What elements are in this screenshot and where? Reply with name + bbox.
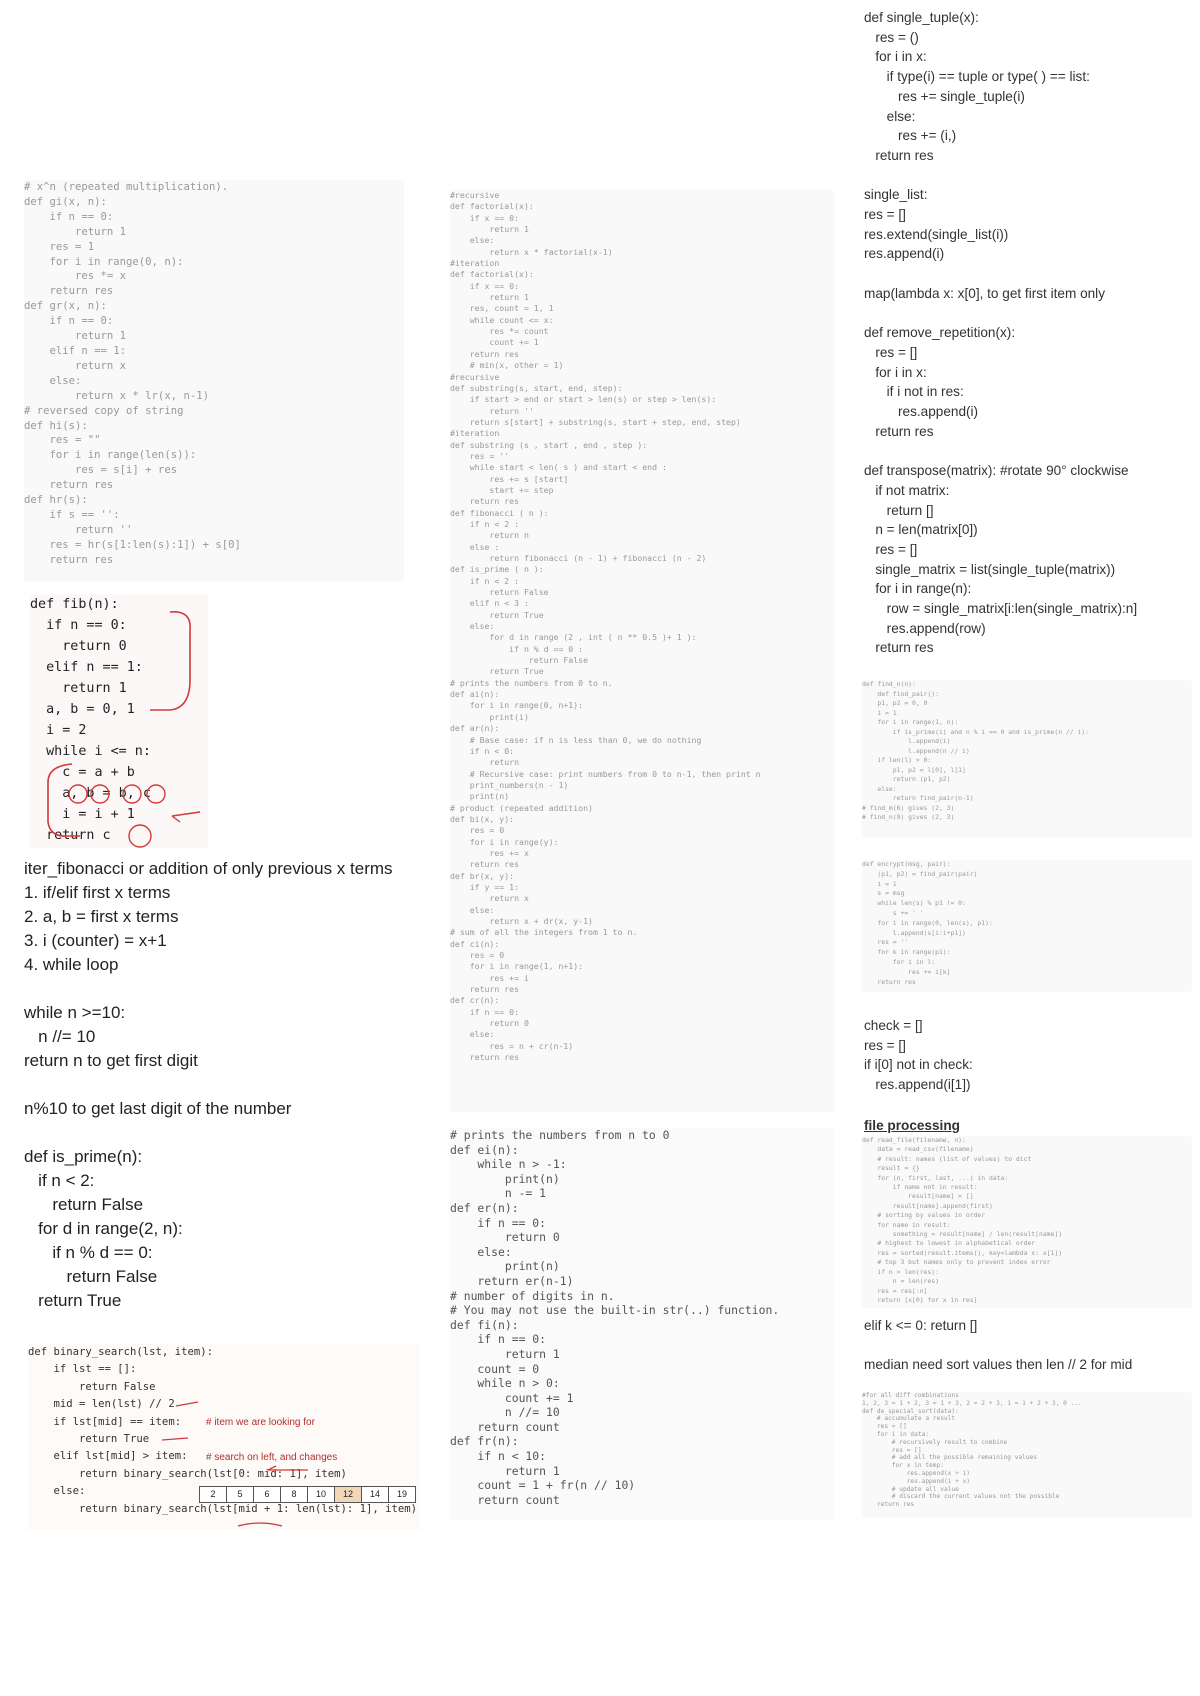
text-line: if y == 1: <box>450 881 520 892</box>
text-line <box>24 1121 404 1145</box>
text-line: return res <box>862 1501 915 1509</box>
text-line: return '' <box>24 523 133 536</box>
text-line: return fibonacci (n - 1) + fibonacci (n - 2) <box>450 553 707 563</box>
text-line: for k in range(p1): <box>862 948 951 957</box>
text-line: res += x <box>450 847 529 858</box>
text-line: def hr(s): <box>24 494 88 507</box>
text-line: res = sorted(result.items(), key=lambda x: x[1]) <box>862 1248 1063 1257</box>
array-cell: 12 <box>334 1486 362 1503</box>
text-line: for i in l: <box>862 957 936 966</box>
text-line: row = single_matrix[i:len(single_matrix):n] <box>864 601 1138 617</box>
text-line: if x == 0: <box>450 212 520 223</box>
text-line: return binary_search(lst[0: mid: 1], item) <box>28 1467 347 1480</box>
text-line: count = 1 + fr(n // 10) <box>450 1478 636 1493</box>
text-line: i = 1 <box>862 708 897 717</box>
text-line: return 0 <box>450 1018 529 1029</box>
text-line: n = len(res) <box>862 1277 939 1286</box>
text-line: res = '' <box>450 450 510 461</box>
text-line: res *= x <box>24 270 127 283</box>
text-line: # sum of all the integers from 1 to n. <box>450 927 638 938</box>
text-line: return False <box>24 1195 144 1214</box>
code-block-power-and-reverse <box>24 180 404 582</box>
text-line: if i not in res: <box>864 384 964 400</box>
text-line: res.append(i[1]) <box>864 1077 971 1093</box>
text-line: print(n) <box>450 1171 560 1186</box>
text-line: start += step <box>450 484 554 495</box>
text-line: a, b = 0, 1 <box>30 702 135 717</box>
text-line: n //= 10 <box>24 1027 96 1046</box>
text-line: res = n + cr(n-1) <box>450 1040 574 1051</box>
text-line: if lst[mid] == item: <box>28 1415 182 1428</box>
text-line: return x * factorial(x-1) <box>450 246 613 257</box>
text-line: return res <box>864 423 934 439</box>
text-line: return n to get first digit <box>24 1051 198 1070</box>
text-line <box>864 264 1192 284</box>
text-line: result[name] = [] <box>862 1192 974 1201</box>
text-line: def factorial(x): <box>450 269 534 280</box>
text-line: for i in x: <box>864 49 927 65</box>
text-line: res = s[i] + res <box>24 464 178 477</box>
text-line: return er(n-1) <box>450 1273 574 1288</box>
text-line: if n == 0: <box>450 1006 520 1017</box>
text-line: 1. if/elif first x terms <box>24 883 171 902</box>
text-line: return True <box>28 1433 150 1446</box>
text-line: def binary_search(lst, item): <box>28 1346 213 1358</box>
text-line: return x <box>450 893 529 904</box>
text-line: return <box>450 757 520 768</box>
code-block-recursion-examples <box>450 190 834 1112</box>
text-line: def substring(s, start, end, step): <box>450 382 623 393</box>
text-line: l.append(i) <box>862 737 951 745</box>
text-line: else: <box>24 374 82 387</box>
text-line: return res <box>864 640 934 656</box>
text-line: if type(i) == tuple or type( ) == list: <box>864 69 1090 85</box>
text-line: i = 2 <box>30 723 87 738</box>
text-line: # min(x, other = 1) <box>450 360 564 371</box>
text-line: # add all the possible remaining values <box>862 1454 1038 1462</box>
text-line: # accumulate a result <box>862 1415 956 1423</box>
code-block-encrypt <box>862 860 1192 992</box>
text-line: return '' <box>450 405 534 416</box>
text-line: def er(n): <box>450 1200 519 1215</box>
text-line: else : <box>450 541 500 552</box>
notes-column-3-tail <box>864 1316 1192 1375</box>
text-line: check = [] <box>864 1018 923 1033</box>
text-line: while len(s) % p1 != 0: <box>862 899 966 908</box>
text-line <box>864 1336 1192 1356</box>
text-line: # product (repeated addition) <box>450 802 593 813</box>
text-line: while count <= x: <box>450 314 554 325</box>
array-cell: 6 <box>253 1486 281 1503</box>
text-line: res = [] <box>864 541 918 557</box>
text-line: return c <box>30 828 111 843</box>
notes-column-3-top <box>864 8 1192 658</box>
text-line: n -= 1 <box>450 1186 547 1201</box>
text-line: for i in range(n): <box>864 581 972 597</box>
text-line: if n % d == 0: <box>24 1243 153 1262</box>
text-line: while start < len( s ) and start < end : <box>450 462 667 473</box>
text-line: for i in range(0, len(s), p1): <box>862 918 993 927</box>
text-line: def br(x, y): <box>450 870 515 881</box>
text-line: elif n < 3 : <box>450 598 529 609</box>
text-line: count += 1 <box>450 337 539 348</box>
text-line: res = 0 <box>450 950 505 961</box>
text-line: def de_special_sort(data): <box>862 1407 959 1415</box>
text-line: def remove_repetition(x): <box>864 325 1016 341</box>
text-line: for name in result: <box>862 1220 951 1229</box>
text-line: def ai(n): <box>450 689 500 700</box>
text-line: if n < 0: <box>450 745 515 756</box>
text-line: if n == 0: <box>450 1332 547 1347</box>
array-cell: 8 <box>280 1486 308 1503</box>
text-line: else: <box>862 784 897 793</box>
file-processing-title: file processing <box>864 1118 960 1133</box>
code-block-special-sort <box>862 1392 1192 1518</box>
text-line: if n < 10: <box>450 1449 547 1464</box>
notes-column-3-mid <box>864 1016 1192 1095</box>
text-line: (p1, p2) = find_pair(pair) <box>862 869 978 878</box>
text-line: return 1 <box>24 225 127 238</box>
text-line: return True <box>450 609 544 620</box>
text-line: # result: names (list of values) to dict <box>862 1154 1032 1163</box>
text-line: # prints the numbers from 0 to n. <box>450 677 613 688</box>
text-line: count = 0 <box>450 1361 540 1376</box>
binary-search-array <box>200 1486 416 1503</box>
text-line: s += ' ' <box>862 908 924 917</box>
text-line: a, b = b, c <box>30 786 151 801</box>
text-line: 1, 2, 3 = 1 + 2, 3 = 1 + 3, 2 = 2 + 3, 1 = 1 + 2 + 3, 0 ... <box>862 1399 1082 1407</box>
text-line: i = i + 1 <box>30 807 135 822</box>
text-line: if n == 0: <box>24 210 114 223</box>
text-line: def ci(n): <box>450 938 500 949</box>
text-line: print(n) <box>450 791 510 802</box>
text-line: for i in range(0, n+1): <box>450 700 584 711</box>
text-line: res = "" <box>24 434 101 447</box>
text-line: def transpose(matrix): #rotate 90° clockwise <box>864 463 1129 479</box>
text-line: result[name].append(first) <box>862 1201 993 1210</box>
text-line: median need sort values then len // 2 for mid <box>864 1357 1133 1373</box>
text-line: return res <box>24 479 114 492</box>
text-line: while n >=10: <box>24 1003 126 1022</box>
text-line: res = [] <box>862 1446 922 1454</box>
text-line: for i in x: <box>864 364 927 380</box>
text-line: def fi(n): <box>450 1317 519 1332</box>
text-line: def find_pair(): <box>862 689 939 698</box>
text-line: def gr(x, n): <box>24 300 107 313</box>
text-line: if s == '': <box>24 508 120 521</box>
text-line: res = [] <box>864 207 906 223</box>
array-cell: 14 <box>361 1486 389 1503</box>
text-line <box>24 1073 404 1097</box>
text-line: return False <box>450 587 549 598</box>
text-line: res.append(i) <box>864 246 945 262</box>
text-line: return res <box>450 859 520 870</box>
text-line: def fr(n): <box>450 1434 519 1449</box>
text-line: return False <box>450 655 589 666</box>
text-line: return False <box>24 1267 158 1286</box>
text-line: #for all diff combinations <box>862 1392 959 1399</box>
text-line: res += s [start] <box>450 473 569 484</box>
text-line: res = [] <box>862 1423 907 1431</box>
text-line <box>864 166 1192 186</box>
text-line: return True <box>450 666 544 677</box>
text-line: for i in data: <box>862 1430 930 1438</box>
text-line: #iteration <box>450 258 500 269</box>
text-line: if n == 0: <box>30 618 127 633</box>
text-line: return res <box>450 1052 520 1063</box>
text-line: return res <box>450 984 520 995</box>
text-line: def ar(n): <box>450 723 500 734</box>
text-line: # Base case: if n is less than 0, we do nothing <box>450 734 702 745</box>
text-line: if n < 2 : <box>450 575 520 586</box>
text-line: n%10 to get last digit of the number <box>24 1099 292 1118</box>
text-line: single_list: <box>864 187 928 203</box>
code-block-find-pair <box>862 680 1192 838</box>
text-line: return [x[0] for x in res] <box>862 1295 978 1304</box>
text-line: n = len(matrix[0]) <box>864 522 978 538</box>
text-line: if n % d == 0 : <box>450 643 584 654</box>
text-line: # top 3 but names only to prevent index error <box>862 1258 1051 1267</box>
text-line: if start > end or start > len(s) or step > len(s): <box>450 394 717 405</box>
text-line: def fib(n): <box>30 597 119 612</box>
text-line: for d in range(2, n): <box>24 1219 183 1238</box>
array-cell: 10 <box>307 1486 335 1503</box>
text-line: if len(l) > 0: <box>862 756 932 764</box>
text-line: if lst == []: <box>28 1363 137 1376</box>
text-line: i = 1 <box>862 879 897 888</box>
text-line: return 1 <box>30 681 127 696</box>
text-line: res = 0 <box>450 825 505 836</box>
array-cell: 5 <box>226 1486 254 1503</box>
text-line: return res <box>24 285 114 298</box>
text-line: else: <box>28 1485 86 1498</box>
code-block-print-and-digits <box>450 1128 834 1520</box>
text-line: iter_fibonacci or addition of only previous x terms <box>24 859 393 878</box>
text-line: # sorting by values in order <box>862 1211 986 1220</box>
text-line: while n > -1: <box>450 1157 567 1172</box>
text-line: for i in range(1, n+1): <box>450 961 584 972</box>
text-line: else: <box>450 235 495 246</box>
text-line: if name not in result: <box>862 1183 978 1192</box>
text-line: res = '' <box>862 938 909 947</box>
text-line: print(n) <box>450 1259 560 1274</box>
text-line: return res <box>450 496 520 507</box>
text-line: return res <box>24 553 114 566</box>
text-line: elif lst[mid] > item: <box>28 1450 188 1463</box>
text-line: res += i[k] <box>862 967 951 976</box>
text-line: res = 1 <box>24 240 95 253</box>
text-line: if n < 2 : <box>450 518 520 529</box>
text-line: 4. while loop <box>24 955 119 974</box>
text-line: res += i <box>450 972 529 983</box>
text-line: elif n == 1: <box>24 344 127 357</box>
text-line: def read_file(filename, n): <box>862 1136 966 1144</box>
text-line: return 1 <box>450 292 529 303</box>
text-line: res = hr(s[1:len(s):1]) + s[0] <box>24 538 241 551</box>
text-line <box>24 977 404 1001</box>
text-line: return [] <box>864 502 934 518</box>
text-line: def hi(s): <box>24 419 88 432</box>
text-line: return count <box>450 1419 560 1434</box>
text-line: if n < 2: <box>24 1171 95 1190</box>
text-line: # reversed copy of string <box>24 404 184 417</box>
text-line: for d in range (2 , int ( n ** 0.5 )+ 1 ): <box>450 632 697 643</box>
text-line: return 1 <box>450 224 529 235</box>
text-line: for i in range(len(s)): <box>24 449 197 462</box>
text-line: def ei(n): <box>450 1142 519 1157</box>
text-line: return True <box>24 1291 122 1310</box>
text-line: # prints the numbers from n to 0 <box>450 1128 670 1142</box>
text-line: p1, p2 = l[0], l[1] <box>862 765 966 774</box>
text-line: for i in range(y): <box>450 836 559 847</box>
text-line: if not matrix: <box>864 482 950 498</box>
text-line: def is_prime ( n ): <box>450 564 544 575</box>
text-line: # find_m(6) gives (2, 3) <box>862 803 955 812</box>
text-line: #recursive <box>450 190 500 200</box>
binary-search-note-item: # item we are looking for <box>206 1417 315 1428</box>
text-line: def encrypt(msg, pair): <box>862 860 951 868</box>
text-line: if i[0] not in check: <box>864 1057 973 1073</box>
text-line: l.append(s[i:i+p1]) <box>862 928 966 937</box>
text-line: res.extend(single_list(i)) <box>864 226 1009 242</box>
text-line: return res <box>862 977 916 986</box>
text-line: p1, p2 = 0, 0 <box>862 699 928 707</box>
text-line: def bi(x, y): <box>450 813 515 824</box>
text-line: res += (i,) <box>864 128 957 144</box>
text-line: # You may not use the built-in str(..) function. <box>450 1303 780 1318</box>
text-line: def single_tuple(x): <box>864 10 979 25</box>
text-line: res.append(x + i) <box>862 1469 971 1477</box>
text-line: if n > len(res): <box>862 1267 939 1276</box>
text-line: for i in range(0, n): <box>24 255 184 268</box>
text-line: # update all value <box>862 1485 959 1493</box>
text-line: res = () <box>864 29 919 45</box>
text-line: map(lambda x: x[0], to get first item only <box>864 285 1106 301</box>
text-line: return 0 <box>30 639 127 654</box>
array-cell: 2 <box>199 1486 227 1503</box>
fib-code-block <box>30 594 208 848</box>
text-line: # discard the current values not the possible <box>862 1493 1060 1501</box>
text-line: else: <box>450 1244 512 1259</box>
text-line: #iteration <box>450 428 500 439</box>
text-line: mid = len(lst) // 2 <box>28 1398 175 1411</box>
text-line: return 1 <box>24 330 127 343</box>
text-line: return res <box>864 147 934 163</box>
text-line: return res <box>450 348 520 359</box>
text-line: else: <box>450 621 495 632</box>
text-line: s = msg <box>862 889 905 898</box>
text-line: if x == 0: <box>450 280 520 291</box>
text-line: res = res[:n] <box>862 1286 928 1295</box>
text-line: print(i) <box>450 711 529 722</box>
text-line <box>864 441 1192 461</box>
text-line: return s[start] + substring(s, start + step, end, step) <box>450 416 741 427</box>
code-block-file-processing <box>862 1136 1192 1308</box>
text-line: return find_pair(n-1) <box>862 794 974 802</box>
text-line: return False <box>28 1380 156 1393</box>
text-line: for x in temp: <box>862 1462 944 1470</box>
text-line: return x + dr(x, y-1) <box>450 916 593 926</box>
text-line: return 1 <box>450 1463 560 1478</box>
text-line: # x^n (repeated multiplication). <box>24 181 229 193</box>
text-line: 3. i (counter) = x+1 <box>24 931 167 950</box>
text-line: def find_n(n): <box>862 680 916 688</box>
notes-column-1 <box>24 857 404 1313</box>
text-line: return x <box>24 359 127 372</box>
text-line: res = [] <box>864 344 918 360</box>
text-line: for (n, first, last, ...) in data: <box>862 1173 1009 1182</box>
text-line: while n > 0: <box>450 1376 560 1391</box>
text-line: elif k <= 0: return [] <box>864 1318 978 1333</box>
text-line: return count <box>450 1492 560 1507</box>
text-line <box>864 304 1192 324</box>
text-line: return 1 <box>450 1346 560 1361</box>
text-line: for i in range(1, n): <box>862 718 959 726</box>
text-line: # number of digits in n. <box>450 1288 615 1303</box>
text-line: while i <= n: <box>30 744 151 759</box>
text-line: def substring (s , start , end , step ): <box>450 439 648 450</box>
text-line: return 0 <box>450 1230 560 1245</box>
text-line: data = read_csv(filename) <box>862 1145 974 1154</box>
text-line: n //= 10 <box>450 1405 560 1420</box>
text-line: c = a + b <box>30 765 135 780</box>
text-line: #recursive <box>450 371 500 382</box>
binary-search-note-left: # search on left, and changes <box>206 1452 338 1463</box>
text-line: def fibonacci ( n ): <box>450 507 549 518</box>
text-line: 2. a, b = first x terms <box>24 907 179 926</box>
text-line: res.append(i) <box>864 404 979 420</box>
text-line: count += 1 <box>450 1390 574 1405</box>
text-line: res.append(i + x) <box>862 1477 971 1485</box>
text-line: if n == 0: <box>24 315 114 328</box>
text-line: res.append(row) <box>864 620 986 636</box>
text-line: res, count = 1, 1 <box>450 303 554 314</box>
text-line: print_numbers(n - 1) <box>450 779 569 790</box>
text-line: return (p1, p2) <box>862 775 951 783</box>
text-line: result = {} <box>862 1164 920 1173</box>
text-line: def is_prime(n): <box>24 1147 143 1166</box>
text-line: return x * lr(x, n-1) <box>24 389 209 402</box>
text-line: # recursively result to combine <box>862 1438 1008 1446</box>
text-line: res *= count <box>450 326 549 337</box>
text-line: res += single_tuple(i) <box>864 88 1025 104</box>
text-line: else: <box>450 904 495 915</box>
text-line: def cr(n): <box>450 995 500 1006</box>
text-line: else: <box>864 108 916 124</box>
text-line: l.append(n // i) <box>862 746 970 755</box>
text-line: else: <box>450 1029 495 1040</box>
text-line: # find_n(9) gives (2, 3) <box>862 813 955 821</box>
text-line: def factorial(x): <box>450 201 534 212</box>
text-line: def gi(x, n): <box>24 195 107 208</box>
text-line: something = result[name] / len(result[name]) <box>862 1230 1063 1239</box>
text-line: single_matrix = list(single_tuple(matrix)) <box>864 561 1116 577</box>
text-line: if is_prime(i) and n % i == 0 and is_prime(n // i): <box>862 727 1090 736</box>
text-line: if n == 0: <box>450 1215 547 1230</box>
text-line: res = [] <box>864 1037 906 1053</box>
text-line: # highest to lowest in alphabetical order <box>862 1239 1036 1248</box>
text-line: return binary_search(lst[mid + 1: len(lst): 1], item) <box>28 1502 418 1515</box>
text-line: elif n == 1: <box>30 660 143 675</box>
text-line: # Recursive case: print numbers from 0 to n-1, then print n <box>450 768 761 779</box>
array-cell: 19 <box>388 1486 416 1503</box>
text-line: return n <box>450 530 529 541</box>
